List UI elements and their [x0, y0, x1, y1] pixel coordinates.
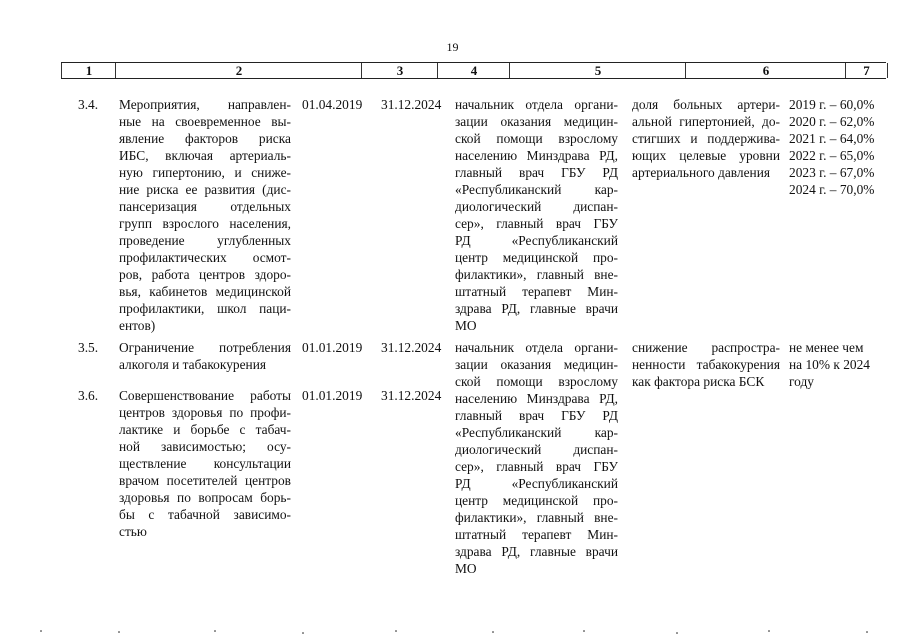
indicator-line: альной гипертонией, до-: [632, 114, 780, 129]
responsible-line: МО: [455, 561, 477, 576]
responsible-line: населению Минздрава РД,: [455, 391, 618, 406]
measure-line: явление факторов риска: [119, 131, 291, 146]
responsible-line: здрава РД, главные врачи: [455, 544, 618, 559]
measure-line: ров, работа центров здоро-: [119, 267, 291, 282]
indicator-line: как фактора риска БСК: [632, 374, 765, 389]
row-3-4-end-date: 31.12.2024: [381, 97, 442, 112]
measure-line: ной зависимостью; осу-: [119, 439, 291, 454]
responsible-line: зации оказания медицин-: [455, 114, 618, 129]
measure-line: ществление консультации: [119, 456, 291, 471]
responsible-line: сер», главный врач ГБУ: [455, 216, 618, 231]
responsible-line: филактики», главный вне-: [455, 267, 618, 282]
row-3-6-start-date: 01.01.2019: [302, 388, 363, 403]
indicator-line: доля больных артери-: [632, 97, 780, 112]
responsible-line: диологический диспан-: [455, 199, 618, 214]
row-3-5-measure: [119, 339, 291, 373]
value-line: 2021 г. – 64,0%: [789, 131, 875, 146]
measure-line: групп взрослого населения,: [119, 216, 291, 231]
indicator-line: ненности табакокурения: [632, 357, 780, 372]
row-3-4-indicator: [632, 96, 780, 181]
indicator-line: снижение распростра-: [632, 340, 780, 355]
row-3-5-end-date: 31.12.2024: [381, 340, 442, 355]
measure-line: ние риска ее развития (дис-: [119, 182, 291, 197]
header-col-1: 1: [61, 63, 116, 78]
responsible-line: филактики», главный вне-: [455, 510, 618, 525]
responsible-line: штатный терапевт Мин-: [455, 527, 618, 542]
row-3-4-values: [789, 96, 885, 198]
indicator-line: стигших и поддержива-: [632, 131, 780, 146]
responsible-line: диологический диспан-: [455, 442, 618, 457]
measure-line: алкоголя и табакокурения: [119, 357, 267, 372]
measure-line: проведение углубленных: [119, 233, 291, 248]
table-header: [61, 62, 886, 79]
value-line: на 10% к 2024: [789, 357, 870, 372]
row-3-5-start-date: 01.01.2019: [302, 340, 363, 355]
measure-line: Мероприятия, направлен-: [119, 97, 291, 112]
row-3-5-values: [789, 339, 885, 390]
responsible-line: РД «Республиканский: [455, 476, 618, 491]
responsible-line: главный врач ГБУ РД: [455, 408, 618, 423]
row-3-5-responsible: [455, 339, 618, 577]
value-line: 2019 г. – 60,0%: [789, 97, 875, 112]
value-line: 2020 г. – 62,0%: [789, 114, 875, 129]
row-3-4-start-date: 01.04.2019: [302, 97, 363, 112]
responsible-line: РД «Республиканский: [455, 233, 618, 248]
measure-line: здоровья по вопросам борь-: [119, 490, 291, 505]
value-line: 2022 г. – 65,0%: [789, 148, 875, 163]
row-3-5-indicator: [632, 339, 780, 390]
value-line: не менее чем: [789, 340, 864, 355]
responsible-line: «Республиканский кар-: [455, 425, 618, 440]
header-col-6: 6: [685, 63, 846, 78]
responsible-line: начальник отдела органи-: [455, 340, 618, 355]
value-line: 2024 г. – 70,0%: [789, 182, 875, 197]
measure-line: профилактических осмот-: [119, 250, 291, 265]
responsible-line: начальник отдела органи-: [455, 97, 618, 112]
row-3-4-number: 3.4.: [78, 97, 99, 112]
row-3-6-measure: [119, 387, 291, 540]
responsible-line: штатный терапевт Мин-: [455, 284, 618, 299]
header-col-3: 3: [361, 63, 438, 78]
measure-line: Совершенствование работы: [119, 388, 291, 403]
measure-line: ную гипертонию, и сниже-: [119, 165, 291, 180]
header-col-5: 5: [509, 63, 686, 78]
measure-line: пансеризация отдельных: [119, 199, 291, 214]
row-3-6-number: 3.6.: [78, 388, 99, 403]
row-3-5-number: 3.5.: [78, 340, 99, 355]
indicator-line: ющих целевые уровни: [632, 148, 780, 163]
responsible-line: центр медицинской про-: [455, 250, 618, 265]
header-col-4: 4: [437, 63, 510, 78]
header-col-2: 2: [115, 63, 362, 78]
responsible-line: населению Минздрава РД,: [455, 148, 618, 163]
scan-noise: [0, 630, 905, 634]
row-3-4-responsible: [455, 96, 618, 334]
measure-line: стью: [119, 524, 147, 539]
header-col-7: 7: [845, 63, 888, 78]
page-number: 19: [446, 40, 459, 54]
measure-line: вья, кабинетов медицинской: [119, 284, 291, 299]
responsible-line: ской помощи взрослому: [455, 374, 618, 389]
measure-line: ентов): [119, 318, 156, 333]
responsible-line: «Республиканский кар-: [455, 182, 618, 197]
measure-line: центров здоровья по профи-: [119, 405, 291, 420]
row-3-6-end-date: 31.12.2024: [381, 388, 442, 403]
measure-line: ные на своевременное вы-: [119, 114, 291, 129]
responsible-line: зации оказания медицин-: [455, 357, 618, 372]
responsible-line: центр медицинской про-: [455, 493, 618, 508]
value-line: году: [789, 374, 814, 389]
responsible-line: главный врач ГБУ РД: [455, 165, 618, 180]
responsible-line: МО: [455, 318, 477, 333]
measure-line: врачом посетителей центров: [119, 473, 291, 488]
measure-line: ИБС, включая артериаль-: [119, 148, 291, 163]
measure-line: бы с табачной зависимо-: [119, 507, 291, 522]
row-3-4-measure: [119, 96, 291, 334]
value-line: 2023 г. – 67,0%: [789, 165, 875, 180]
responsible-line: сер», главный врач ГБУ: [455, 459, 618, 474]
measure-line: профилактики, школ паци-: [119, 301, 291, 316]
responsible-line: ской помощи взрослому: [455, 131, 618, 146]
measure-line: лактике и борьбе с табач-: [119, 422, 291, 437]
indicator-line: артериального давления: [632, 165, 771, 180]
measure-line: Ограничение потребления: [119, 340, 291, 355]
responsible-line: здрава РД, главные врачи: [455, 301, 618, 316]
